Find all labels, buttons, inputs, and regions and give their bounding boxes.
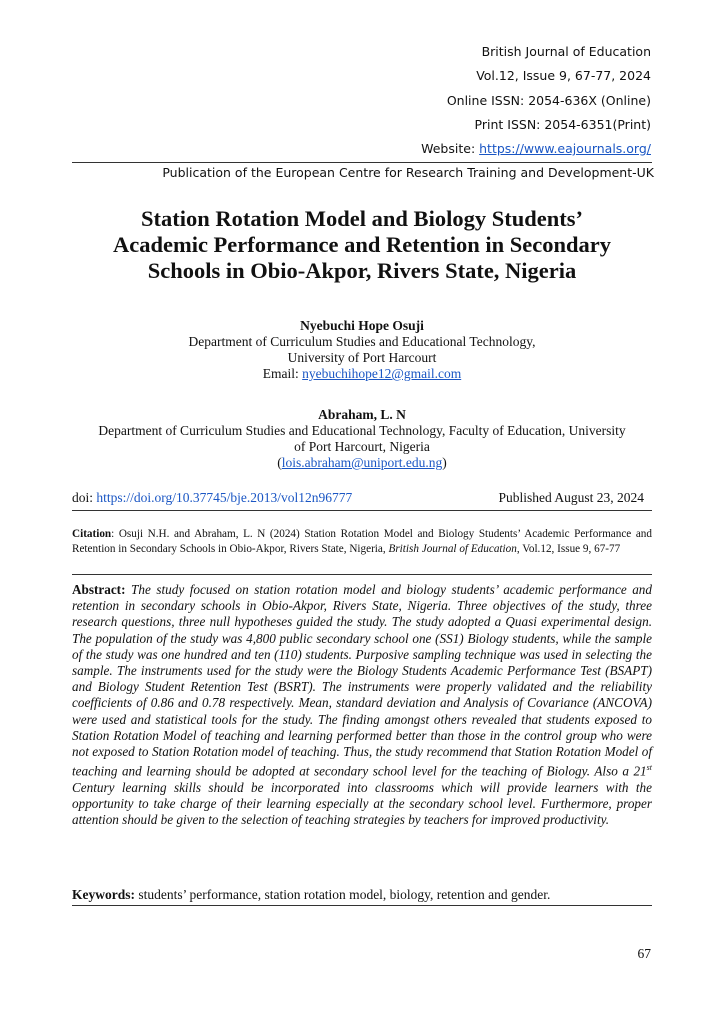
online-issn: Online ISSN: 2054-636X (Online) [446,93,651,108]
author1-department: Department of Curriculum Studies and Educational Technology, [188,334,536,349]
abstract [72,582,652,828]
doi-link[interactable]: https://doi.org/10.37745/bje.2013/vol12n96777 [96,490,353,505]
keywords-label: Keywords: [72,887,135,902]
website-link[interactable]: https://www.eajournals.org/ [479,141,651,156]
keywords-line [72,887,652,903]
title-line: Schools in Obio-Akpor, Rivers State, Nigeria [147,258,577,283]
author2-department: Department of Curriculum Studies and Educational Technology, Faculty of Education, University [98,423,626,438]
journal-name: British Journal of Education [481,44,651,59]
paren-close: ) [442,455,447,470]
email-label: Email: [262,366,303,381]
volume-info: Vol.12, Issue 9, 67-77, 2024 [476,68,651,83]
website-label: Website: [421,141,480,156]
published-date: Published August 23, 2024 [498,490,644,505]
abstract-text-cont: Century learning skills should be incorporated into classrooms which will provide learners with the opportunity to take charge of their learning especially at the secondary school level. Furthermore, proper attention should be given to the selection of teaching strategies by teachers for improved productivity. [72,779,652,828]
citation-divider [72,574,652,575]
citation-pages: , Vol.12, Issue 9, 67-77 [516,543,621,555]
author2-name: Abraham, L. N [318,407,406,422]
citation-label: Citation [72,528,112,540]
citation [72,527,652,557]
paper-title [72,206,652,284]
author2-email-link[interactable]: lois.abraham@uniport.edu.ng [281,455,443,470]
abstract-text: The study focused on station rotation model and biology students’ academic performance and retention in secondary schools in Obio-Akpor, Rivers State, Nigeria. Three objectives of the study, three research questions, three null hypotheses guided the study. The study adopted a Quasi experimental design. The population of the study was 4,800 public secondary school one (SS1) Biology students, while the sample of the study was one hundred and ten (110) students. Purposive sampling technique was used in selecting the sample. The instruments used for the study were the Biology Students Academic Performance Test (BSAPT) and Biology Student Retention Test (BSRT). The instruments were properly validated and the reliability coefficients of 0.86 and 0.78 respectively. Mean, standard deviation and Analysis of Covariance (ANCOVA) were used and statistical tools for the study. The finding amongst others revealed that students exposed to Station Rotation Model of teaching and learning performed better than those in the control group who were not exposed to Station Rotation model of teaching. Thus, the study recommend that Station Rotation Model of teaching and learning should be adopted at secondary school level for the teaching of Biology. Also a 21 [72,582,652,779]
author2-email-line [72,455,652,471]
doi-divider [72,510,652,511]
author1-email-link[interactable]: nyebuchihope12@gmail.com [302,366,462,381]
title-line: Academic Performance and Retention in Secondary [112,232,612,257]
author1-university: University of Port Harcourt [287,350,437,365]
doi-line [72,490,352,506]
citation-journal: British Journal of Education [388,543,517,555]
paren-open: ( [277,455,282,470]
author1-name: Nyebuchi Hope Osuji [300,318,424,333]
publisher-line: Publication of the European Centre for Research Training and Development-UK [162,165,654,180]
author2-block [72,407,652,471]
abstract-label: Abstract: [72,582,126,597]
abstract-sup: st [646,763,652,773]
website-line [421,141,651,157]
title-line: Station Rotation Model and Biology Students’ [141,206,583,231]
keywords-text: students’ performance, station rotation model, biology, retention and gender. [135,887,551,902]
author2-department-cont: of Port Harcourt, Nigeria [294,439,430,454]
print-issn: Print ISSN: 2054-6351(Print) [474,117,651,132]
citation-text: : Osuji N.H. and Abraham, L. N (2024) Station Rotation Model and Biology Students’ Academic Performance and Retention in Secondary Schools in Obio-Akpor, Rivers State, Nigeria, [72,528,652,555]
page-number: 67 [637,946,651,961]
author1-block [72,318,652,382]
header-divider [72,162,652,163]
keywords-divider [72,905,652,906]
author1-email-line [72,366,652,382]
doi-label: doi: [72,490,97,505]
